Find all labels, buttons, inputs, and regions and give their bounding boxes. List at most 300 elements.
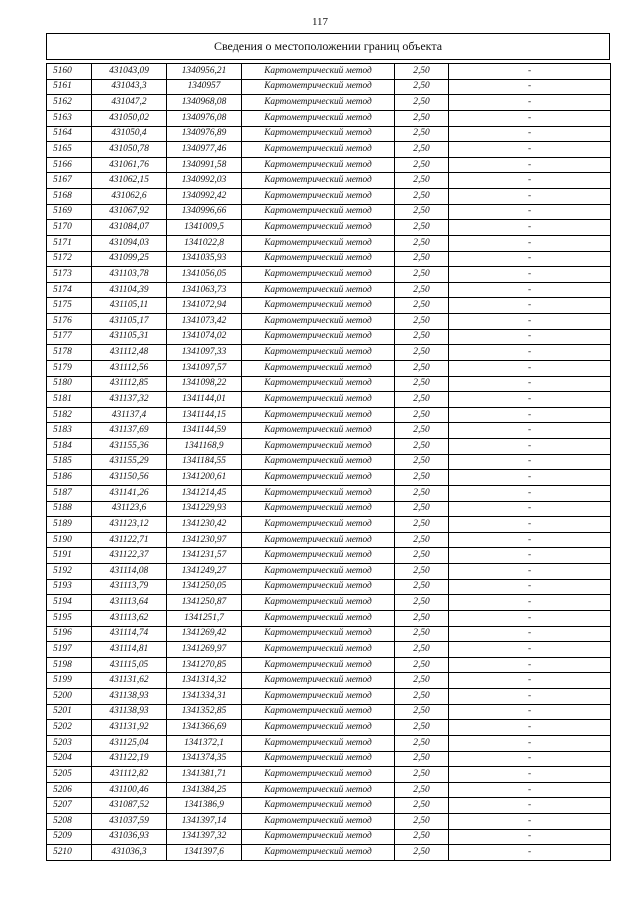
method-cell: Картометрический метод bbox=[242, 220, 395, 236]
x-coordinate-cell: 431137,69 bbox=[92, 423, 167, 439]
accuracy-cell: 2,50 bbox=[395, 454, 449, 470]
x-coordinate-cell: 431094,03 bbox=[92, 235, 167, 251]
y-coordinate-cell: 1340992,42 bbox=[167, 189, 242, 205]
method-cell: Картометрический метод bbox=[242, 423, 395, 439]
table-row bbox=[47, 235, 611, 251]
y-coordinate-cell: 1341314,32 bbox=[167, 673, 242, 689]
accuracy-cell: 2,50 bbox=[395, 735, 449, 751]
y-coordinate-cell: 1341200,61 bbox=[167, 470, 242, 486]
method-cell: Картометрический метод bbox=[242, 720, 395, 736]
table-row bbox=[47, 735, 611, 751]
description-cell: - bbox=[449, 751, 611, 767]
y-coordinate-cell: 1341230,42 bbox=[167, 517, 242, 533]
description-cell: - bbox=[449, 689, 611, 705]
y-coordinate-cell: 1341397,6 bbox=[167, 845, 242, 861]
x-coordinate-cell: 431112,82 bbox=[92, 767, 167, 783]
table-row bbox=[47, 501, 611, 517]
table-row bbox=[47, 173, 611, 189]
accuracy-cell: 2,50 bbox=[395, 376, 449, 392]
table-row bbox=[47, 626, 611, 642]
description-cell: - bbox=[449, 470, 611, 486]
y-coordinate-cell: 1341250,05 bbox=[167, 579, 242, 595]
y-coordinate-cell: 1341386,9 bbox=[167, 798, 242, 814]
x-coordinate-cell: 431062,15 bbox=[92, 173, 167, 189]
x-coordinate-cell: 431112,56 bbox=[92, 360, 167, 376]
y-coordinate-cell: 1340976,08 bbox=[167, 110, 242, 126]
y-coordinate-cell: 1340991,58 bbox=[167, 157, 242, 173]
point-number-cell: 5178 bbox=[47, 345, 92, 361]
accuracy-cell: 2,50 bbox=[395, 485, 449, 501]
table-row bbox=[47, 189, 611, 205]
table-row bbox=[47, 454, 611, 470]
x-coordinate-cell: 431105,17 bbox=[92, 314, 167, 330]
y-coordinate-cell: 1341097,33 bbox=[167, 345, 242, 361]
y-coordinate-cell: 1341384,25 bbox=[167, 782, 242, 798]
method-cell: Картометрический метод bbox=[242, 267, 395, 283]
method-cell: Картометрический метод bbox=[242, 251, 395, 267]
x-coordinate-cell: 431150,56 bbox=[92, 470, 167, 486]
y-coordinate-cell: 1341269,42 bbox=[167, 626, 242, 642]
table-row bbox=[47, 439, 611, 455]
accuracy-cell: 2,50 bbox=[395, 845, 449, 861]
x-coordinate-cell: 431113,64 bbox=[92, 595, 167, 611]
x-coordinate-cell: 431050,78 bbox=[92, 142, 167, 158]
table-row bbox=[47, 814, 611, 830]
description-cell: - bbox=[449, 110, 611, 126]
description-cell: - bbox=[449, 829, 611, 845]
x-coordinate-cell: 431084,07 bbox=[92, 220, 167, 236]
method-cell: Картометрический метод bbox=[242, 157, 395, 173]
table-row bbox=[47, 298, 611, 314]
point-number-cell: 5207 bbox=[47, 798, 92, 814]
y-coordinate-cell: 1340992,03 bbox=[167, 173, 242, 189]
x-coordinate-cell: 431037,59 bbox=[92, 814, 167, 830]
point-number-cell: 5167 bbox=[47, 173, 92, 189]
description-cell: - bbox=[449, 220, 611, 236]
method-cell: Картометрический метод bbox=[242, 439, 395, 455]
x-coordinate-cell: 431050,4 bbox=[92, 126, 167, 142]
x-coordinate-cell: 431047,2 bbox=[92, 95, 167, 111]
table-row bbox=[47, 579, 611, 595]
description-cell: - bbox=[449, 720, 611, 736]
x-coordinate-cell: 431103,78 bbox=[92, 267, 167, 283]
description-cell: - bbox=[449, 642, 611, 658]
point-number-cell: 5204 bbox=[47, 751, 92, 767]
table-row bbox=[47, 673, 611, 689]
table-row bbox=[47, 64, 611, 80]
method-cell: Картометрический метод bbox=[242, 829, 395, 845]
table-row bbox=[47, 251, 611, 267]
accuracy-cell: 2,50 bbox=[395, 564, 449, 580]
point-number-cell: 5161 bbox=[47, 79, 92, 95]
point-number-cell: 5168 bbox=[47, 189, 92, 205]
point-number-cell: 5202 bbox=[47, 720, 92, 736]
table-row bbox=[47, 845, 611, 861]
y-coordinate-cell: 1341249,27 bbox=[167, 564, 242, 580]
table-row bbox=[47, 751, 611, 767]
accuracy-cell: 2,50 bbox=[395, 235, 449, 251]
point-number-cell: 5200 bbox=[47, 689, 92, 705]
description-cell: - bbox=[449, 485, 611, 501]
method-cell: Картометрический метод bbox=[242, 626, 395, 642]
y-coordinate-cell: 1341035,93 bbox=[167, 251, 242, 267]
y-coordinate-cell: 1341022,8 bbox=[167, 235, 242, 251]
x-coordinate-cell: 431105,31 bbox=[92, 329, 167, 345]
point-number-cell: 5208 bbox=[47, 814, 92, 830]
method-cell: Картометрический метод bbox=[242, 485, 395, 501]
method-cell: Картометрический метод bbox=[242, 751, 395, 767]
point-number-cell: 5160 bbox=[47, 64, 92, 80]
x-coordinate-cell: 431125,04 bbox=[92, 735, 167, 751]
y-coordinate-cell: 1341269,97 bbox=[167, 642, 242, 658]
x-coordinate-cell: 431114,74 bbox=[92, 626, 167, 642]
description-cell: - bbox=[449, 439, 611, 455]
method-cell: Картометрический метод bbox=[242, 501, 395, 517]
table-row bbox=[47, 204, 611, 220]
point-number-cell: 5205 bbox=[47, 767, 92, 783]
description-cell: - bbox=[449, 814, 611, 830]
description-cell: - bbox=[449, 79, 611, 95]
point-number-cell: 5177 bbox=[47, 329, 92, 345]
x-coordinate-cell: 431141,26 bbox=[92, 485, 167, 501]
table-row bbox=[47, 485, 611, 501]
description-cell: - bbox=[449, 126, 611, 142]
point-number-cell: 5198 bbox=[47, 657, 92, 673]
accuracy-cell: 2,50 bbox=[395, 517, 449, 533]
method-cell: Картометрический метод bbox=[242, 454, 395, 470]
y-coordinate-cell: 1341230,97 bbox=[167, 532, 242, 548]
table-row bbox=[47, 798, 611, 814]
point-number-cell: 5203 bbox=[47, 735, 92, 751]
y-coordinate-cell: 1341144,15 bbox=[167, 407, 242, 423]
accuracy-cell: 2,50 bbox=[395, 657, 449, 673]
table-row bbox=[47, 517, 611, 533]
description-cell: - bbox=[449, 704, 611, 720]
x-coordinate-cell: 431137,32 bbox=[92, 392, 167, 408]
table-row bbox=[47, 595, 611, 611]
description-cell: - bbox=[449, 673, 611, 689]
coordinates-table-body bbox=[47, 64, 611, 861]
description-cell: - bbox=[449, 64, 611, 80]
y-coordinate-cell: 1341374,35 bbox=[167, 751, 242, 767]
description-cell: - bbox=[449, 501, 611, 517]
method-cell: Картометрический метод bbox=[242, 79, 395, 95]
table-row bbox=[47, 532, 611, 548]
accuracy-cell: 2,50 bbox=[395, 720, 449, 736]
point-number-cell: 5184 bbox=[47, 439, 92, 455]
x-coordinate-cell: 431050,02 bbox=[92, 110, 167, 126]
description-cell: - bbox=[449, 267, 611, 283]
description-cell: - bbox=[449, 204, 611, 220]
table-row bbox=[47, 423, 611, 439]
y-coordinate-cell: 1341214,45 bbox=[167, 485, 242, 501]
method-cell: Картометрический метод bbox=[242, 298, 395, 314]
y-coordinate-cell: 1341063,73 bbox=[167, 282, 242, 298]
accuracy-cell: 2,50 bbox=[395, 470, 449, 486]
point-number-cell: 5210 bbox=[47, 845, 92, 861]
point-number-cell: 5164 bbox=[47, 126, 92, 142]
table-row bbox=[47, 360, 611, 376]
x-coordinate-cell: 431112,85 bbox=[92, 376, 167, 392]
accuracy-cell: 2,50 bbox=[395, 439, 449, 455]
x-coordinate-cell: 431122,19 bbox=[92, 751, 167, 767]
description-cell: - bbox=[449, 314, 611, 330]
point-number-cell: 5187 bbox=[47, 485, 92, 501]
method-cell: Картометрический метод bbox=[242, 142, 395, 158]
description-cell: - bbox=[449, 282, 611, 298]
x-coordinate-cell: 431122,71 bbox=[92, 532, 167, 548]
description-cell: - bbox=[449, 548, 611, 564]
point-number-cell: 5196 bbox=[47, 626, 92, 642]
y-coordinate-cell: 1341144,01 bbox=[167, 392, 242, 408]
accuracy-cell: 2,50 bbox=[395, 173, 449, 189]
accuracy-cell: 2,50 bbox=[395, 704, 449, 720]
point-number-cell: 5166 bbox=[47, 157, 92, 173]
method-cell: Картометрический метод bbox=[242, 767, 395, 783]
y-coordinate-cell: 1340976,89 bbox=[167, 126, 242, 142]
x-coordinate-cell: 431131,62 bbox=[92, 673, 167, 689]
table-row bbox=[47, 720, 611, 736]
accuracy-cell: 2,50 bbox=[395, 814, 449, 830]
y-coordinate-cell: 1341231,57 bbox=[167, 548, 242, 564]
description-cell: - bbox=[449, 454, 611, 470]
y-coordinate-cell: 1341144,59 bbox=[167, 423, 242, 439]
accuracy-cell: 2,50 bbox=[395, 579, 449, 595]
point-number-cell: 5188 bbox=[47, 501, 92, 517]
accuracy-cell: 2,50 bbox=[395, 157, 449, 173]
accuracy-cell: 2,50 bbox=[395, 110, 449, 126]
method-cell: Картометрический метод bbox=[242, 407, 395, 423]
x-coordinate-cell: 431104,39 bbox=[92, 282, 167, 298]
method-cell: Картометрический метод bbox=[242, 564, 395, 580]
accuracy-cell: 2,50 bbox=[395, 626, 449, 642]
x-coordinate-cell: 431061,76 bbox=[92, 157, 167, 173]
point-number-cell: 5197 bbox=[47, 642, 92, 658]
point-number-cell: 5199 bbox=[47, 673, 92, 689]
y-coordinate-cell: 1341397,32 bbox=[167, 829, 242, 845]
x-coordinate-cell: 431043,09 bbox=[92, 64, 167, 80]
y-coordinate-cell: 1341381,71 bbox=[167, 767, 242, 783]
description-cell: - bbox=[449, 532, 611, 548]
y-coordinate-cell: 1341366,69 bbox=[167, 720, 242, 736]
description-cell: - bbox=[449, 360, 611, 376]
accuracy-cell: 2,50 bbox=[395, 548, 449, 564]
method-cell: Картометрический метод bbox=[242, 282, 395, 298]
x-coordinate-cell: 431122,37 bbox=[92, 548, 167, 564]
y-coordinate-cell: 1341073,42 bbox=[167, 314, 242, 330]
table-row bbox=[47, 407, 611, 423]
method-cell: Картометрический метод bbox=[242, 314, 395, 330]
x-coordinate-cell: 431123,12 bbox=[92, 517, 167, 533]
accuracy-cell: 2,50 bbox=[395, 798, 449, 814]
x-coordinate-cell: 431036,93 bbox=[92, 829, 167, 845]
point-number-cell: 5162 bbox=[47, 95, 92, 111]
method-cell: Картометрический метод bbox=[242, 548, 395, 564]
accuracy-cell: 2,50 bbox=[395, 829, 449, 845]
accuracy-cell: 2,50 bbox=[395, 689, 449, 705]
description-cell: - bbox=[449, 157, 611, 173]
point-number-cell: 5183 bbox=[47, 423, 92, 439]
x-coordinate-cell: 431137,4 bbox=[92, 407, 167, 423]
method-cell: Картометрический метод bbox=[242, 345, 395, 361]
y-coordinate-cell: 1341250,87 bbox=[167, 595, 242, 611]
accuracy-cell: 2,50 bbox=[395, 345, 449, 361]
description-cell: - bbox=[449, 657, 611, 673]
y-coordinate-cell: 1341009,5 bbox=[167, 220, 242, 236]
description-cell: - bbox=[449, 610, 611, 626]
method-cell: Картометрический метод bbox=[242, 532, 395, 548]
accuracy-cell: 2,50 bbox=[395, 79, 449, 95]
section-title-text: Сведения о местоположении границ объекта bbox=[213, 39, 443, 53]
point-number-cell: 5180 bbox=[47, 376, 92, 392]
description-cell: - bbox=[449, 735, 611, 751]
point-number-cell: 5173 bbox=[47, 267, 92, 283]
table-row bbox=[47, 95, 611, 111]
y-coordinate-cell: 1341056,05 bbox=[167, 267, 242, 283]
table-row bbox=[47, 689, 611, 705]
accuracy-cell: 2,50 bbox=[395, 189, 449, 205]
description-cell: - bbox=[449, 579, 611, 595]
method-cell: Картометрический метод bbox=[242, 673, 395, 689]
description-cell: - bbox=[449, 767, 611, 783]
description-cell: - bbox=[449, 251, 611, 267]
description-cell: - bbox=[449, 376, 611, 392]
table-row bbox=[47, 329, 611, 345]
point-number-cell: 5163 bbox=[47, 110, 92, 126]
description-cell: - bbox=[449, 564, 611, 580]
table-row bbox=[47, 142, 611, 158]
point-number-cell: 5169 bbox=[47, 204, 92, 220]
table-row bbox=[47, 345, 611, 361]
method-cell: Картометрический метод bbox=[242, 595, 395, 611]
table-row bbox=[47, 220, 611, 236]
method-cell: Картометрический метод bbox=[242, 376, 395, 392]
point-number-cell: 5175 bbox=[47, 298, 92, 314]
point-number-cell: 5186 bbox=[47, 470, 92, 486]
method-cell: Картометрический метод bbox=[242, 189, 395, 205]
y-coordinate-cell: 1341072,94 bbox=[167, 298, 242, 314]
accuracy-cell: 2,50 bbox=[395, 251, 449, 267]
accuracy-cell: 2,50 bbox=[395, 610, 449, 626]
y-coordinate-cell: 1341229,93 bbox=[167, 501, 242, 517]
accuracy-cell: 2,50 bbox=[395, 407, 449, 423]
description-cell: - bbox=[449, 845, 611, 861]
point-number-cell: 5190 bbox=[47, 532, 92, 548]
accuracy-cell: 2,50 bbox=[395, 142, 449, 158]
y-coordinate-cell: 1340956,21 bbox=[167, 64, 242, 80]
y-coordinate-cell: 1341352,85 bbox=[167, 704, 242, 720]
table-row bbox=[47, 657, 611, 673]
y-coordinate-cell: 1340996,66 bbox=[167, 204, 242, 220]
point-number-cell: 5191 bbox=[47, 548, 92, 564]
method-cell: Картометрический метод bbox=[242, 110, 395, 126]
table-row bbox=[47, 110, 611, 126]
x-coordinate-cell: 431114,08 bbox=[92, 564, 167, 580]
accuracy-cell: 2,50 bbox=[395, 95, 449, 111]
method-cell: Картометрический метод bbox=[242, 126, 395, 142]
x-coordinate-cell: 431138,93 bbox=[92, 689, 167, 705]
table-row bbox=[47, 314, 611, 330]
accuracy-cell: 2,50 bbox=[395, 282, 449, 298]
method-cell: Картометрический метод bbox=[242, 735, 395, 751]
method-cell: Картометрический метод bbox=[242, 657, 395, 673]
table-row bbox=[47, 782, 611, 798]
y-coordinate-cell: 1341074,02 bbox=[167, 329, 242, 345]
method-cell: Картометрический метод bbox=[242, 95, 395, 111]
table-row bbox=[47, 282, 611, 298]
method-cell: Картометрический метод bbox=[242, 204, 395, 220]
x-coordinate-cell: 431115,05 bbox=[92, 657, 167, 673]
y-coordinate-cell: 1341097,57 bbox=[167, 360, 242, 376]
point-number-cell: 5174 bbox=[47, 282, 92, 298]
method-cell: Картометрический метод bbox=[242, 517, 395, 533]
method-cell: Картометрический метод bbox=[242, 704, 395, 720]
method-cell: Картометрический метод bbox=[242, 392, 395, 408]
description-cell: - bbox=[449, 392, 611, 408]
point-number-cell: 5206 bbox=[47, 782, 92, 798]
method-cell: Картометрический метод bbox=[242, 360, 395, 376]
description-cell: - bbox=[449, 595, 611, 611]
point-number-cell: 5181 bbox=[47, 392, 92, 408]
x-coordinate-cell: 431062,6 bbox=[92, 189, 167, 205]
method-cell: Картометрический метод bbox=[242, 235, 395, 251]
description-cell: - bbox=[449, 235, 611, 251]
description-cell: - bbox=[449, 517, 611, 533]
method-cell: Картометрический метод bbox=[242, 782, 395, 798]
accuracy-cell: 2,50 bbox=[395, 329, 449, 345]
y-coordinate-cell: 1340977,46 bbox=[167, 142, 242, 158]
point-number-cell: 5193 bbox=[47, 579, 92, 595]
section-title bbox=[46, 33, 610, 60]
description-cell: - bbox=[449, 189, 611, 205]
method-cell: Картометрический метод bbox=[242, 329, 395, 345]
y-coordinate-cell: 1341184,55 bbox=[167, 454, 242, 470]
y-coordinate-cell: 1341251,7 bbox=[167, 610, 242, 626]
x-coordinate-cell: 431036,3 bbox=[92, 845, 167, 861]
page-number: 117 bbox=[311, 16, 329, 28]
table-row bbox=[47, 767, 611, 783]
table-row bbox=[47, 267, 611, 283]
description-cell: - bbox=[449, 345, 611, 361]
accuracy-cell: 2,50 bbox=[395, 423, 449, 439]
description-cell: - bbox=[449, 782, 611, 798]
description-cell: - bbox=[449, 423, 611, 439]
x-coordinate-cell: 431123,6 bbox=[92, 501, 167, 517]
y-coordinate-cell: 1341168,9 bbox=[167, 439, 242, 455]
point-number-cell: 5179 bbox=[47, 360, 92, 376]
point-number-cell: 5172 bbox=[47, 251, 92, 267]
method-cell: Картометрический метод bbox=[242, 798, 395, 814]
table-row bbox=[47, 564, 611, 580]
table-row bbox=[47, 392, 611, 408]
method-cell: Картометрический метод bbox=[242, 814, 395, 830]
y-coordinate-cell: 1340968,08 bbox=[167, 95, 242, 111]
y-coordinate-cell: 1341372,1 bbox=[167, 735, 242, 751]
method-cell: Картометрический метод bbox=[242, 642, 395, 658]
point-number-cell: 5194 bbox=[47, 595, 92, 611]
accuracy-cell: 2,50 bbox=[395, 204, 449, 220]
point-number-cell: 5209 bbox=[47, 829, 92, 845]
accuracy-cell: 2,50 bbox=[395, 126, 449, 142]
description-cell: - bbox=[449, 142, 611, 158]
accuracy-cell: 2,50 bbox=[395, 501, 449, 517]
x-coordinate-cell: 431067,92 bbox=[92, 204, 167, 220]
x-coordinate-cell: 431105,11 bbox=[92, 298, 167, 314]
method-cell: Картометрический метод bbox=[242, 689, 395, 705]
point-number-cell: 5182 bbox=[47, 407, 92, 423]
x-coordinate-cell: 431100,46 bbox=[92, 782, 167, 798]
table-row bbox=[47, 157, 611, 173]
